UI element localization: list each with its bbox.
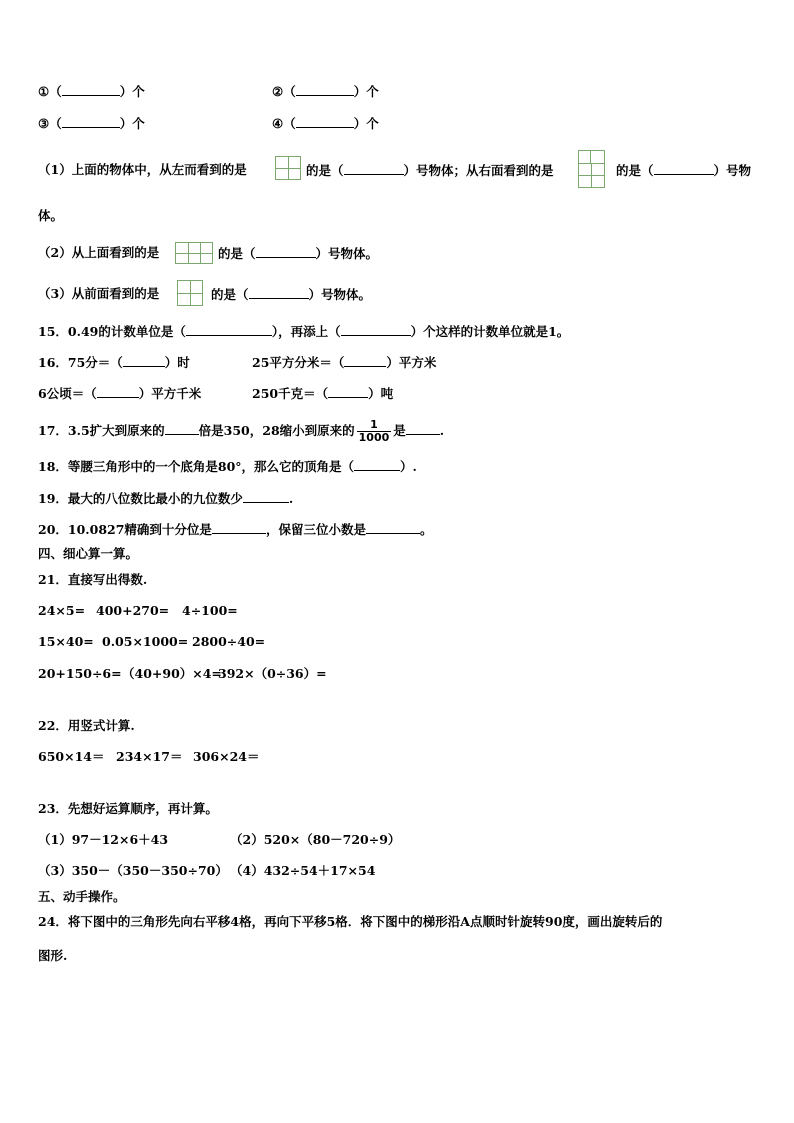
calc-item: （1）97－12×6＋43 [38, 832, 169, 847]
question-24-line-1: 24．将下图中的三角形先向右平移4格，再向下平移5格．将下图中的梯形沿A点顺时针旋转90度，画出旋转后的 [38, 914, 663, 929]
answer-blank[interactable] [296, 115, 354, 128]
calc-item: 0.05×1000= [102, 634, 189, 649]
question-17: 17．3.5扩大到原来的 倍是350，28缩小到原来的 $\frac{1}{1000}$ 是 . [38, 418, 445, 444]
calc-item: 24×5= [38, 603, 86, 618]
answer-blank[interactable] [123, 354, 165, 367]
q14-blank-1: ①（ ）个 [38, 84, 145, 99]
calc-item: 20+150÷6= [38, 666, 122, 681]
q14-blank-4: ④（ ）个 [272, 116, 379, 131]
question-19: 19．最大的八位数比最小的九位数少 . [38, 491, 294, 506]
fraction: $\frac{1}{1000}$ [358, 418, 390, 444]
answer-blank[interactable] [243, 490, 289, 503]
question-18: 18．等腰三角形中的一个底角是80°，那么它的顶角是（ ）. [38, 459, 417, 474]
answer-blank[interactable] [344, 162, 404, 175]
question-22-title: 22．用竖式计算. [38, 718, 135, 733]
answer-blank[interactable] [341, 323, 411, 336]
view-question-2-text-b: 的是（ ）号物体。 [218, 246, 379, 261]
answer-blank[interactable] [406, 422, 440, 435]
q14-blank-3: ③（ ）个 [38, 116, 145, 131]
answer-blank[interactable] [97, 385, 139, 398]
right-view-figure [578, 150, 605, 188]
question-16-a: 16．75分＝（ ）时 [38, 355, 190, 370]
answer-blank[interactable] [344, 354, 386, 367]
view-question-3-text-a: （3）从前面看到的是 [38, 286, 160, 301]
view-question-1-text-d: 体。 [38, 208, 64, 223]
view-question-3-text-b: 的是（ ）号物体。 [211, 287, 372, 302]
question-16-c: 6公顷＝（ ）平方千米 [38, 386, 202, 401]
question-16-b: 25平方分米＝（ ）平方米 [252, 355, 437, 370]
calc-item: （40+90）×4= [122, 666, 222, 681]
top-view-figure [175, 242, 213, 264]
question-24-line-2: 图形. [38, 948, 68, 963]
answer-blank[interactable] [165, 422, 199, 435]
calc-item: （3）350－（350－350÷70） [38, 863, 228, 878]
answer-blank[interactable] [366, 521, 420, 534]
calc-item: 4÷100= [182, 603, 238, 618]
question-16-d: 250千克＝（ ）吨 [252, 386, 394, 401]
answer-blank[interactable] [354, 458, 400, 471]
question-23-title: 23．先想好运算顺序，再计算。 [38, 801, 218, 816]
calc-item: 234×17＝ [116, 749, 183, 764]
answer-blank[interactable] [212, 521, 266, 534]
q14-blank-2: ②（ ）个 [272, 84, 379, 99]
answer-blank[interactable] [654, 162, 714, 175]
calc-item: 15×40= [38, 634, 94, 649]
answer-blank[interactable] [328, 385, 368, 398]
left-view-figure [275, 156, 301, 180]
answer-blank[interactable] [62, 83, 120, 96]
calc-item: 400+270= [96, 603, 170, 618]
calc-item: 650×14＝ [38, 749, 105, 764]
section-5-heading: 五、动手操作。 [38, 889, 126, 904]
view-question-1-text-a: （1）上面的物体中，从左而看到的是 [38, 162, 247, 177]
calc-item: （4）432÷54＋17×54 [230, 863, 376, 878]
view-question-1-text-b: 的是（ ）号物体；从右面看到的是 [306, 163, 554, 178]
section-4-heading: 四、细心算一算。 [38, 546, 139, 561]
view-question-2-text-a: （2）从上面看到的是 [38, 245, 160, 260]
calc-item: 2800÷40= [192, 634, 266, 649]
answer-blank[interactable] [296, 83, 354, 96]
view-question-1-text-c: 的是（ ）号物 [616, 163, 752, 178]
question-15: 15．0.49的计数单位是（ ），再添上（ ）个这样的计数单位就是1。 [38, 324, 570, 339]
answer-blank[interactable] [249, 286, 309, 299]
question-20: 20．10.0827精确到十分位是 ，保留三位小数是 。 [38, 522, 433, 537]
answer-blank[interactable] [186, 323, 272, 336]
answer-blank[interactable] [62, 115, 120, 128]
calc-item: 392×（0÷36）= [218, 666, 327, 681]
question-21-title: 21．直接写出得数. [38, 572, 148, 587]
calc-item: 306×24＝ [193, 749, 260, 764]
calc-item: （2）520×（80－720÷9） [230, 832, 401, 847]
front-view-figure [177, 280, 203, 306]
answer-blank[interactable] [256, 245, 316, 258]
